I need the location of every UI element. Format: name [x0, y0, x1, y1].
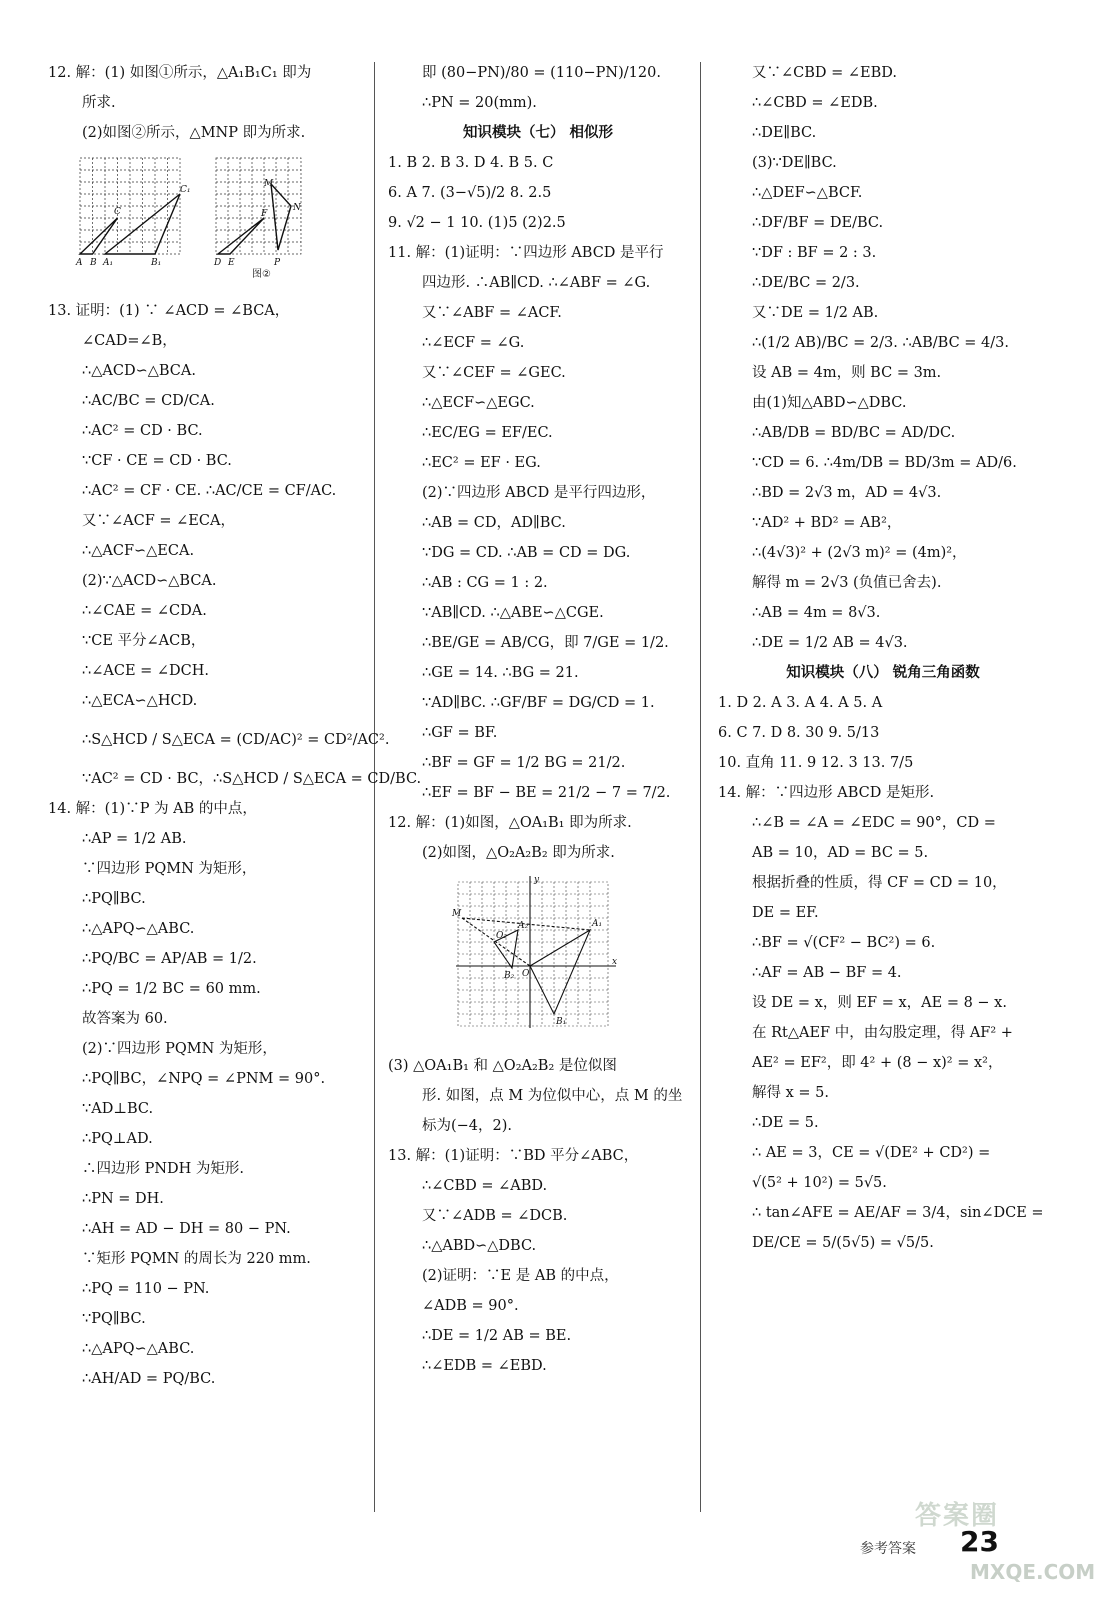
text-line: ∴∠EDB = ∠EBD. — [422, 1358, 547, 1374]
text-line: ∴AC² = CD · BC. — [82, 423, 203, 439]
text-line: AE² = EF²，即 4² + (8 − x)² = x²， — [752, 1055, 1003, 1071]
svg-text:N: N — [293, 203, 301, 213]
text-line: ∵四边形 PQMN 为矩形， — [82, 861, 257, 877]
text-line: ∴(4√3)² + (2√3 m)² = (4m)²， — [752, 545, 967, 561]
text-line: ∴∠CBD = ∠EDB. — [752, 95, 878, 111]
text-line: ∵CF · CE = CD · BC. — [82, 453, 232, 469]
text-line: ∴DE = 1/2 AB = BE. — [422, 1328, 572, 1344]
text-line: 9. √2 − 1 10. (1)5 (2)2.5 — [388, 215, 566, 231]
text-line: ∴PQ∥BC，∠NPQ = ∠PNM = 90°. — [82, 1071, 326, 1087]
text-line: ∵AD∥BC. ∴GF/BF = DG/CD = 1. — [422, 695, 655, 711]
text-line: ∠CAD=∠B， — [82, 333, 177, 349]
svg-text:A₁: A₁ — [592, 919, 603, 929]
text-line: ∴EC/EG = EF/EC. — [422, 425, 553, 441]
text-line: 6. A 7. (3−√5)/2 8. 2.5 — [388, 185, 552, 201]
text-line: ∠ADB = 90°. — [422, 1298, 519, 1314]
text-line: ∴PQ = 110 − PN. — [82, 1281, 210, 1297]
svg-text:y: y — [534, 875, 540, 885]
text-line: 解得 m = 2√3 (负值已舍去). — [752, 575, 942, 591]
text-line: 又∵∠ACF = ∠ECA， — [82, 513, 235, 529]
text-line: ∴PQ/BC = AP/AB = 1/2. — [82, 951, 257, 967]
text-line: (3)∵DE∥BC. — [752, 155, 837, 171]
text-line: (2)∵四边形 ABCD 是平行四边形， — [422, 485, 656, 501]
text-line: ∴(1/2 AB)/BC = 2/3. ∴AB/BC = 4/3. — [752, 335, 1010, 351]
svg-text:O₂: O₂ — [496, 931, 507, 941]
grid-figure-1-2 — [76, 154, 366, 290]
text-line: ∴△ABD∽△DBC. — [422, 1238, 537, 1254]
text-line: ∴EF = BF − BE = 21/2 − 7 = 7/2. — [422, 785, 671, 801]
text-line: 13. 证明：(1) ∵ ∠ACD = ∠BCA， — [48, 303, 290, 319]
text-line: ∴PQ∥BC. — [82, 891, 146, 907]
text-line: ∴AH/AD = PQ/BC. — [82, 1371, 216, 1387]
text-line: 14. 解：∵四边形 ABCD 是矩形. — [718, 785, 935, 801]
text-line: 又∵∠ADB = ∠DCB. — [422, 1208, 568, 1224]
text-line: (2)证明：∵E 是 AB 的中点， — [422, 1268, 619, 1284]
section-heading-7: 知识模块（七） 相似形 — [462, 125, 614, 141]
text-line: ∴四边形 PNDH 为矩形. — [82, 1161, 245, 1177]
text-line: ∴ tan∠AFE = AE/AF = 3/4，sin∠DCE = — [752, 1205, 1044, 1221]
svg-text:O: O — [522, 969, 530, 979]
text-line: ∴PN = DH. — [82, 1191, 164, 1207]
svg-text:x: x — [612, 957, 618, 967]
text-line: (2)如图②所示，△MNP 即为所求. — [82, 125, 306, 141]
text-line: ∴AC² = CF · CE. ∴AC/CE = CF/AC. — [82, 483, 337, 499]
text-line: ∴BF = GF = 1/2 BG = 21/2. — [422, 755, 626, 771]
text-line: ∴∠CAE = ∠CDA. — [82, 603, 207, 619]
svg-text:M: M — [264, 179, 274, 189]
text-line: ∴∠ACE = ∠DCH. — [82, 663, 210, 679]
text-line: ∵DG = CD. ∴AB = CD = DG. — [422, 545, 631, 561]
text-line: ∴AB : CG = 1 : 2. — [422, 575, 548, 591]
text-line: 11. 解：(1)证明：∵四边形 ABCD 是平行 — [388, 245, 664, 261]
text-line: AB = 10，AD = BC = 5. — [752, 845, 929, 861]
text-line: ∴DE∥BC. — [752, 125, 817, 141]
answer-column-1 — [48, 58, 422, 1394]
text-line: ∵DF : BF = 2 : 3. — [752, 245, 877, 261]
text-line: ∴AB/DB = BD/BC = AD/DC. — [752, 425, 956, 441]
text-line: ∴∠CBD = ∠ABD. — [422, 1178, 548, 1194]
text-line: DE = EF. — [752, 905, 819, 921]
text-line: ∴DE/BC = 2/3. — [752, 275, 860, 291]
text-line: √(5² + 10²) = 5√5. — [752, 1175, 887, 1191]
section-heading-8: 知识模块（八） 锐角三角函数 — [786, 665, 980, 681]
svg-text:A: A — [76, 258, 83, 268]
answer-column-3 — [718, 58, 1048, 1258]
text-line: 14. 解：(1)∵P 为 AB 的中点， — [48, 801, 257, 817]
text-line: ∴DE = 5. — [752, 1115, 819, 1131]
svg-text:M: M — [452, 909, 462, 919]
text-line: 12. 解：(1) 如图①所示，△A₁B₁C₁ 即为 — [48, 65, 312, 81]
text-line: ∴DE = 1/2 AB = 4√3. — [752, 635, 908, 651]
svg-text:A₁: A₁ — [103, 258, 114, 268]
text-line: ∵AC² = CD · BC，∴S△HCD / S△ECA = CD/BC. — [82, 771, 422, 787]
text-line: (3) △OA₁B₁ 和 △O₂A₂B₂ 是位似图 — [388, 1058, 617, 1074]
text-line: ∴S△HCD / S△ECA = (CD/AC)² = CD²/AC². — [82, 732, 390, 748]
text-line: ∴DF/BF = DE/BC. — [752, 215, 884, 231]
text-line: ∴△APQ∽△ABC. — [82, 921, 195, 937]
text-line: 又∵∠CEF = ∠GEC. — [422, 365, 566, 381]
watermark-logo: 答案圈 — [915, 1501, 1000, 1531]
text-line: 6. C 7. D 8. 30 9. 5/13 — [718, 725, 880, 741]
text-line: 根据折叠的性质，得 CF = CD = 10， — [752, 875, 1007, 891]
text-line: 又∵∠CBD = ∠EBD. — [752, 65, 897, 81]
svg-text:B₁: B₁ — [151, 258, 162, 268]
text-line: 所求. — [82, 95, 116, 111]
svg-text:C₁: C₁ — [180, 185, 191, 195]
text-line: 在 Rt△AEF 中，由勾股定理，得 AF² + — [752, 1025, 1013, 1041]
text-line: (2)如图，△O₂A₂B₂ 即为所求. — [422, 845, 615, 861]
text-line: ∴GE = 14. ∴BG = 21. — [422, 665, 579, 681]
svg-text:B₂: B₂ — [504, 971, 515, 981]
text-line: 又∵DE = 1/2 AB. — [752, 305, 879, 321]
answer-column-2 — [388, 58, 688, 1381]
svg-text:D: D — [214, 258, 222, 268]
text-line: ∴△ECF∽△EGC. — [422, 395, 535, 411]
coordinate-figure — [448, 874, 688, 1045]
text-line: 设 DE = x，则 EF = x，AE = 8 − x. — [752, 995, 1007, 1011]
watermark-url: MXQE.COM — [970, 1560, 1095, 1584]
svg-text:P: P — [274, 258, 281, 268]
text-line: ∴BF = √(CF² − BC²) = 6. — [752, 935, 936, 951]
text-line: ∴GF = BF. — [422, 725, 498, 741]
text-line: 四边形. ∴AB∥CD. ∴∠ABF = ∠G. — [422, 275, 651, 291]
svg-text:B₁: B₁ — [556, 1017, 567, 1027]
text-line: ∴BD = 2√3 m，AD = 4√3. — [752, 485, 942, 501]
text-line: ∴AF = AB − BF = 4. — [752, 965, 902, 981]
text-line: ∴AP = 1/2 AB. — [82, 831, 187, 847]
text-line: (2)∵四边形 PQMN 为矩形， — [82, 1041, 277, 1057]
text-line: ∴BE/GE = AB/CG，即 7/GE = 1/2. — [422, 635, 669, 651]
text-line: ∴△ECA∽△HCD. — [82, 693, 198, 709]
text-line: 13. 解：(1)证明：∵BD 平分∠ABC， — [388, 1148, 639, 1164]
text-line: ∴△ACF∽△ECA. — [82, 543, 195, 559]
text-line: ∴AH = AD − DH = 80 − PN. — [82, 1221, 291, 1237]
text-line: ∴PQ⊥AD. — [82, 1131, 153, 1147]
text-line: ∴EC² = EF · EG. — [422, 455, 541, 471]
text-line: ∵AD⊥BC. — [82, 1101, 154, 1117]
text-line: ∵CE 平分∠ACB， — [82, 633, 206, 649]
text-line: ∴△DEF∽△BCF. — [752, 185, 863, 201]
text-line: ∵AB∥CD. ∴△ABE∽△CGE. — [422, 605, 604, 621]
text-line: ∴△ACD∽△BCA. — [82, 363, 196, 379]
text-line: ∴△APQ∽△ABC. — [82, 1341, 195, 1357]
text-line: 10. 直角 11. 9 12. 3 13. 7/5 — [718, 755, 914, 771]
text-line: 由(1)知△ABD∽△DBC. — [752, 395, 907, 411]
figure-2-label: 图② — [252, 269, 271, 280]
text-line: 解得 x = 5. — [752, 1085, 829, 1101]
page-number: 23 — [960, 1525, 999, 1558]
text-line: ∴AC/BC = CD/CA. — [82, 393, 215, 409]
text-line: ∴∠B = ∠A = ∠EDC = 90°，CD = — [752, 815, 996, 831]
text-line: 1. B 2. B 3. D 4. B 5. C — [388, 155, 554, 171]
text-line: ∵AD² + BD² = AB²， — [752, 515, 902, 531]
text-line: ∴∠ECF = ∠G. — [422, 335, 525, 351]
text-line: ∴PN = 20(mm). — [422, 95, 537, 111]
text-line: (2)∵△ACD∽△BCA. — [82, 573, 217, 589]
text-line: 故答案为 60. — [82, 1011, 168, 1027]
text-line: 12. 解：(1)如图，△OA₁B₁ 即为所求. — [388, 815, 632, 831]
text-line: 又∵∠ABF = ∠ACF. — [422, 305, 562, 321]
text-line: ∵PQ∥BC. — [82, 1311, 146, 1327]
text-line: 标为(−4，2). — [422, 1118, 513, 1134]
text-line: 即 (80−PN)/80 = (110−PN)/120. — [422, 65, 661, 81]
footer-label: 参考答案 — [860, 1541, 916, 1557]
text-line: ∵CD = 6. ∴4m/DB = BD/3m = AD/6. — [752, 455, 1017, 471]
text-line: ∴PQ = 1/2 BC = 60 mm. — [82, 981, 261, 997]
svg-text:B: B — [90, 258, 97, 268]
svg-text:F: F — [261, 209, 268, 219]
text-line: ∴AB = 4m = 8√3. — [752, 605, 881, 621]
text-line: ∴ AE = 3，CE = √(DE² + CD²) = — [752, 1145, 991, 1161]
text-line: ∴AB = CD，AD∥BC. — [422, 515, 566, 531]
svg-text:C: C — [114, 207, 121, 217]
text-line: DE/CE = 5/(5√5) = √5/5. — [752, 1235, 934, 1251]
svg-text:A₂: A₂ — [518, 921, 529, 931]
column-divider-2 — [700, 62, 701, 1512]
svg-text:E: E — [228, 258, 235, 268]
text-line: 1. D 2. A 3. A 4. A 5. A — [718, 695, 883, 711]
text-line: ∵矩形 PQMN 的周长为 220 mm. — [82, 1251, 311, 1267]
text-line: 设 AB = 4m，则 BC = 3m. — [752, 365, 942, 381]
text-line: 形. 如图，点 M 为位似中心，点 M 的坐 — [422, 1088, 683, 1104]
